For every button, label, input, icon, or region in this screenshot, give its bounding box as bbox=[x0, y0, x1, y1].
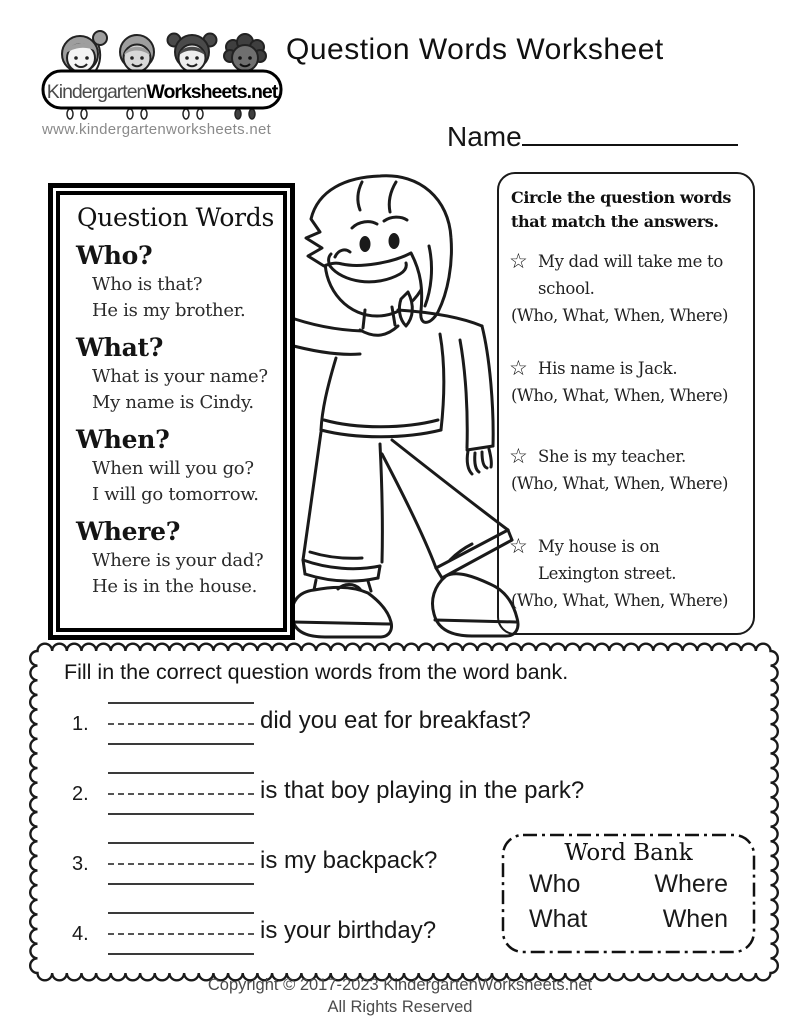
word-bank-row bbox=[503, 870, 754, 899]
example-answer: My name is Cindy. bbox=[92, 392, 254, 413]
fill-question: is your birthday? bbox=[260, 917, 437, 944]
writing-line-bottom bbox=[108, 743, 254, 745]
circle-options: (Who, What, When, Where) bbox=[511, 591, 728, 610]
logo-text-kindergarten: Kindergarten bbox=[46, 81, 147, 103]
circle-answer-line2: Lexington street. bbox=[538, 564, 677, 583]
word-bank-word: What bbox=[529, 905, 588, 933]
fill-item bbox=[70, 700, 760, 758]
word-bank-word: Where bbox=[654, 870, 728, 898]
fill-question: is that boy playing in the park? bbox=[260, 777, 585, 804]
question-word: Who? bbox=[76, 241, 153, 270]
star-icon: ☆ bbox=[509, 534, 528, 558]
footer-rights: All Rights Reserved bbox=[327, 998, 473, 1016]
fill-question: did you eat for breakfast? bbox=[260, 707, 531, 734]
star-icon: ☆ bbox=[509, 249, 528, 273]
question-word: When? bbox=[76, 425, 170, 454]
word-bank-row bbox=[503, 905, 754, 934]
example-question: When will you go? bbox=[92, 458, 254, 479]
boy-illustration bbox=[280, 158, 520, 650]
page-title: Question Words Worksheet bbox=[286, 33, 664, 66]
item-number: 4. bbox=[72, 923, 89, 945]
item-number: 3. bbox=[72, 853, 89, 875]
name-label: Name bbox=[447, 121, 522, 152]
writing-line-middle-dashed bbox=[108, 933, 254, 935]
circle-instructions-line1: Circle the question words bbox=[511, 188, 732, 207]
fill-instructions: Fill in the correct question words from the word bank. bbox=[64, 660, 569, 684]
circle-answer-line1: My house is on bbox=[538, 537, 660, 556]
writing-line-middle-dashed bbox=[108, 793, 254, 795]
writing-line-middle-dashed bbox=[108, 863, 254, 865]
question-word-entry bbox=[72, 333, 279, 416]
circle-answer-line2: school. bbox=[538, 279, 595, 298]
answer-blank-lines bbox=[108, 700, 254, 745]
fill-item bbox=[70, 770, 760, 828]
website-url: www.kindergartenworksheets.net bbox=[42, 121, 272, 138]
item-number: 2. bbox=[72, 783, 89, 805]
writing-line-middle-dashed bbox=[108, 723, 254, 725]
writing-line-bottom bbox=[108, 953, 254, 955]
example-answer: He is my brother. bbox=[92, 300, 246, 321]
question-words-box-inner bbox=[56, 191, 287, 632]
writing-line-top bbox=[108, 702, 254, 704]
writing-line-top bbox=[108, 912, 254, 914]
example-answer: He is in the house. bbox=[92, 576, 257, 597]
footer-copyright: Copyright © 2017-2023 KindergartenWorksheets.net bbox=[207, 976, 593, 994]
writing-line-bottom bbox=[108, 883, 254, 885]
writing-line-top bbox=[108, 842, 254, 844]
question-words-title: Question Words bbox=[77, 203, 274, 232]
circle-answer-line1: My dad will take me to bbox=[538, 252, 723, 271]
word-bank bbox=[503, 840, 754, 934]
word-bank-word: When bbox=[662, 905, 728, 933]
circle-answer-line1: She is my teacher. bbox=[538, 447, 686, 466]
star-icon: ☆ bbox=[509, 356, 528, 380]
circle-options: (Who, What, When, Where) bbox=[511, 386, 728, 405]
circle-options: (Who, What, When, Where) bbox=[511, 474, 728, 493]
writing-line-bottom bbox=[108, 813, 254, 815]
question-word-entry bbox=[72, 241, 279, 324]
word-bank-title: Word Bank bbox=[564, 840, 693, 866]
circle-item bbox=[511, 533, 745, 614]
fill-question: is my backpack? bbox=[260, 847, 438, 874]
writing-line-top bbox=[108, 772, 254, 774]
question-word-entry bbox=[72, 517, 279, 600]
answer-blank-lines bbox=[108, 910, 254, 955]
circle-item bbox=[511, 355, 745, 409]
question-words-box bbox=[48, 183, 295, 640]
item-number: 1. bbox=[72, 713, 89, 735]
example-answer: I will go tomorrow. bbox=[92, 484, 259, 505]
word-bank-word: Who bbox=[529, 870, 581, 898]
question-word-entry bbox=[72, 425, 279, 508]
example-question: What is your name? bbox=[92, 366, 268, 387]
circle-item bbox=[511, 443, 745, 497]
circle-instructions-line2: that match the answers. bbox=[511, 212, 719, 231]
circle-options: (Who, What, When, Where) bbox=[511, 306, 728, 325]
answer-blank-lines bbox=[108, 770, 254, 815]
circle-activity-box bbox=[497, 172, 755, 635]
example-question: Who is that? bbox=[92, 274, 203, 295]
example-question: Where is your dad? bbox=[92, 550, 264, 571]
logo-text-worksheets: Worksheets.net bbox=[146, 81, 278, 103]
question-word: Where? bbox=[76, 517, 181, 546]
circle-answer-line1: His name is Jack. bbox=[538, 359, 678, 378]
circle-item bbox=[511, 248, 745, 329]
question-word: What? bbox=[76, 333, 164, 362]
star-icon: ☆ bbox=[509, 444, 528, 468]
answer-blank-lines bbox=[108, 840, 254, 885]
